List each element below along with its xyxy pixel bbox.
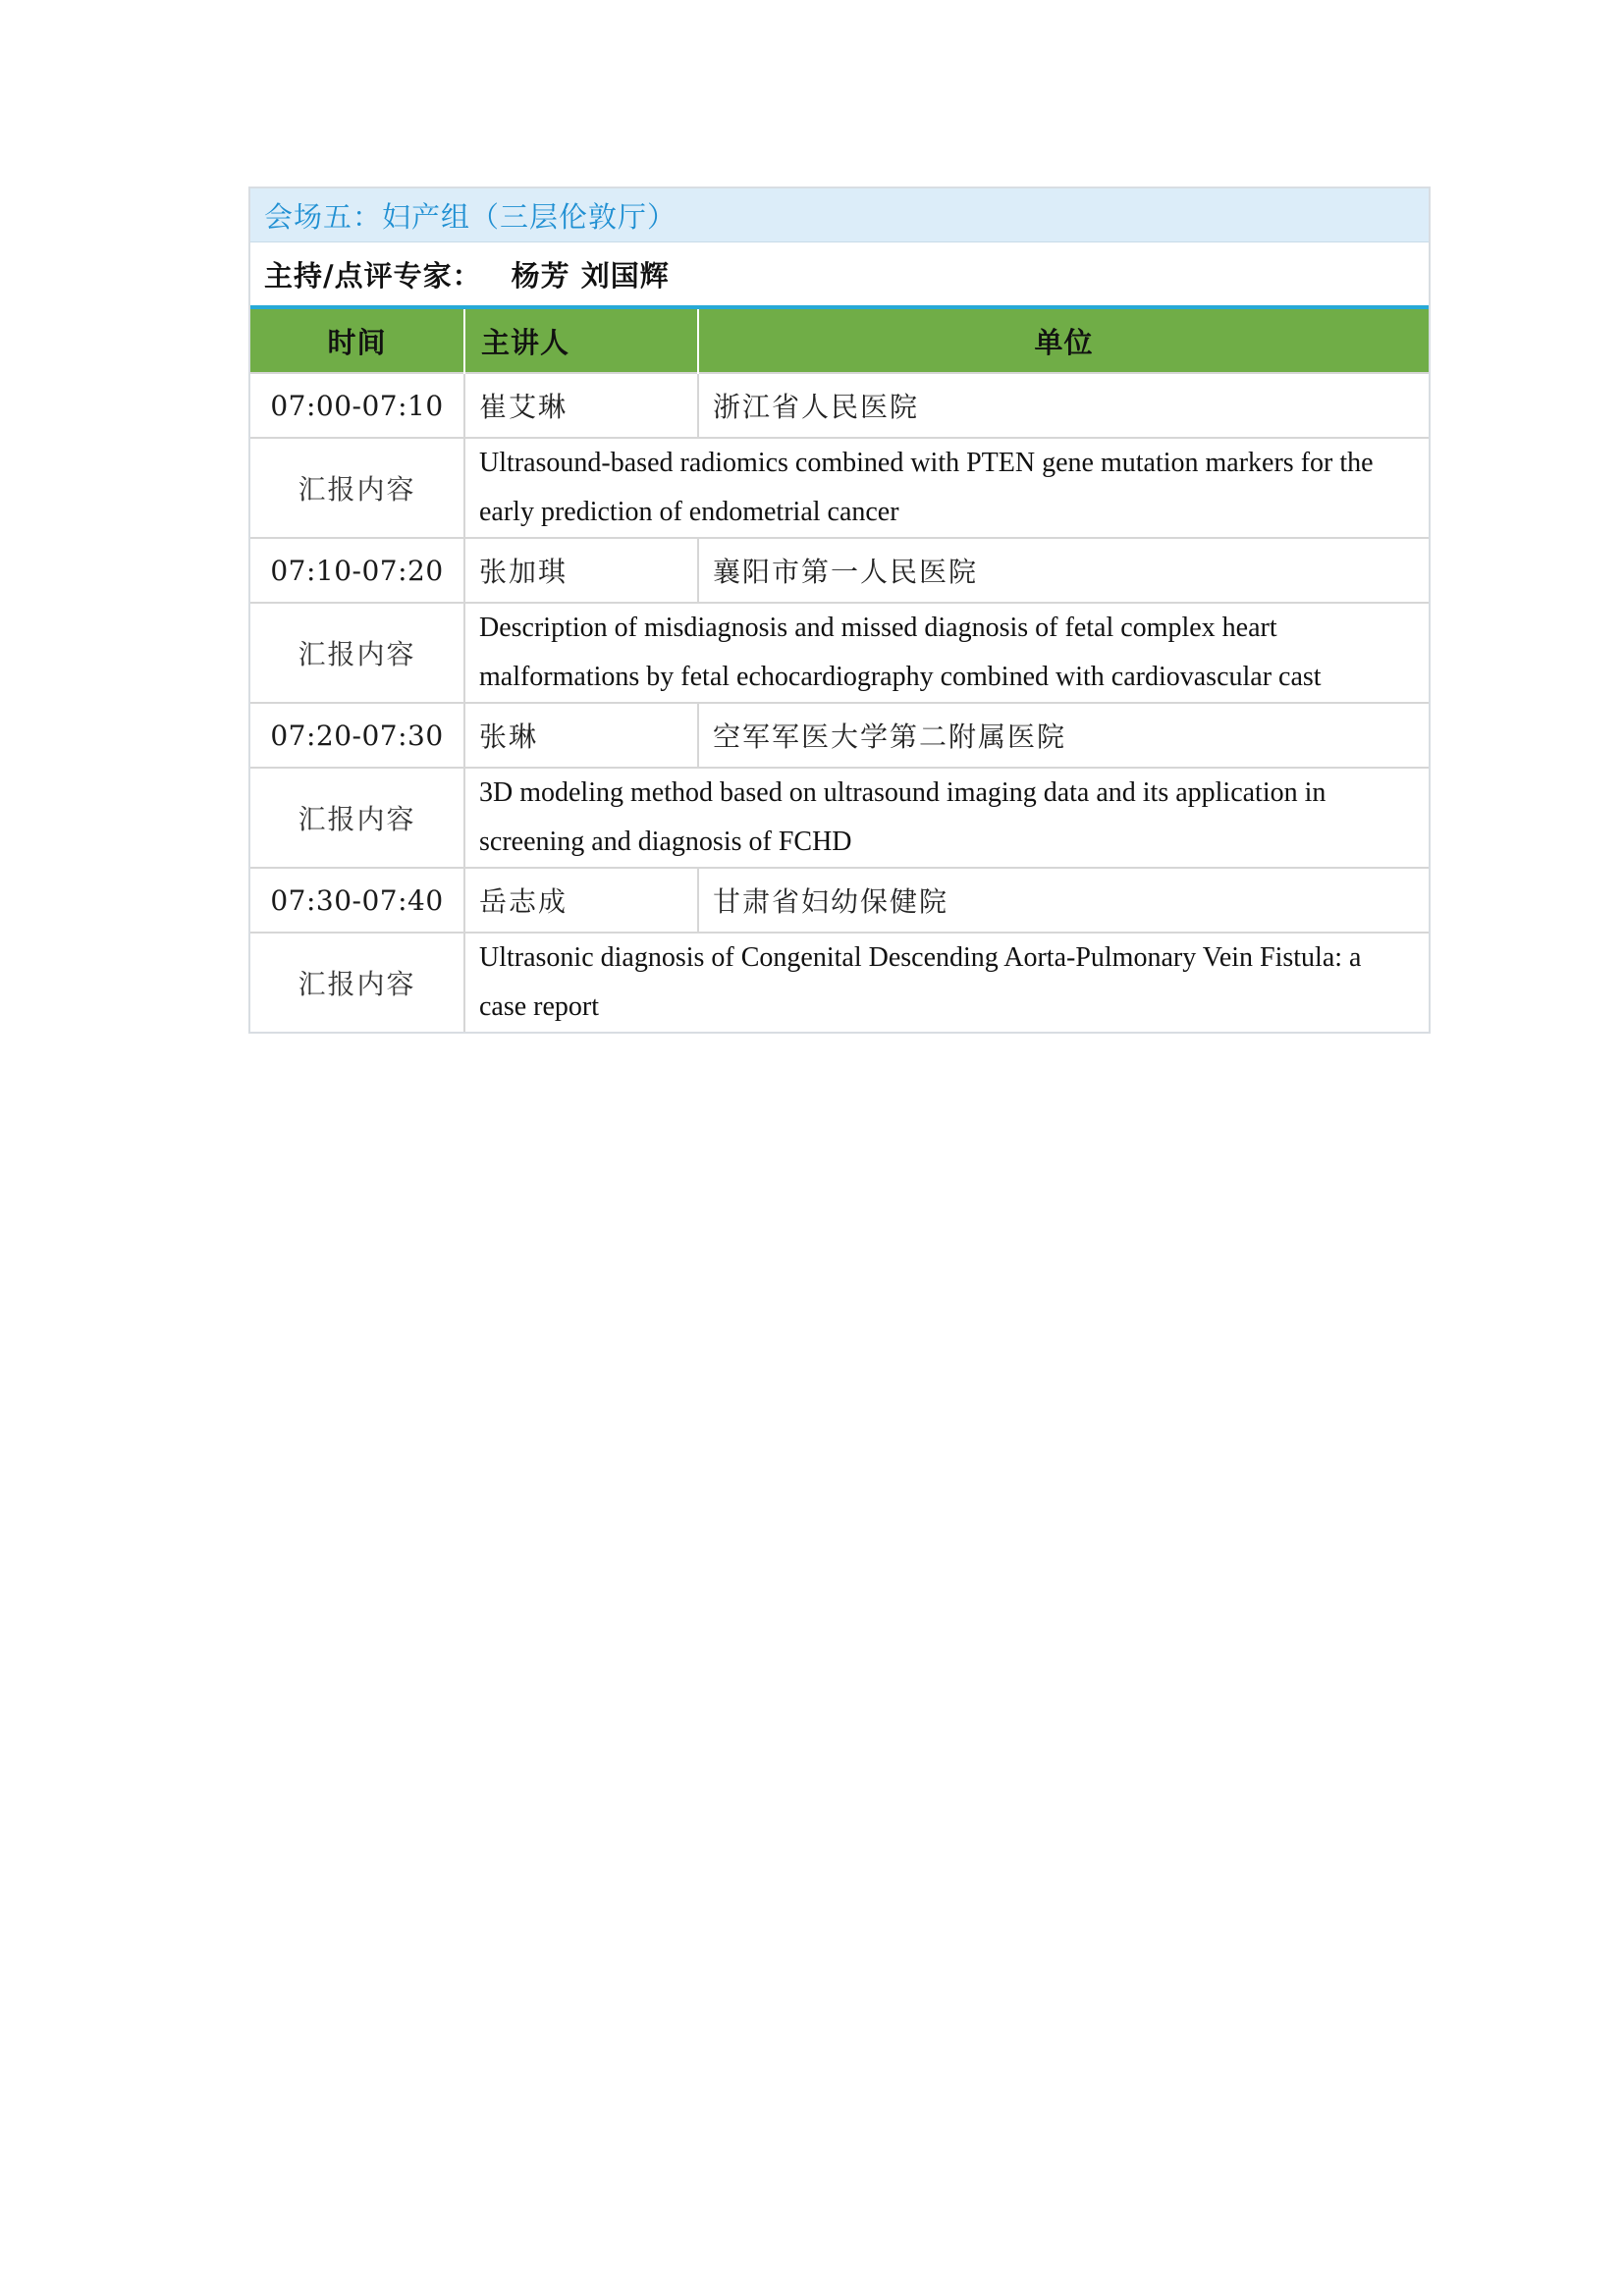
content-row [250,933,1429,1032]
session-row [250,538,1429,603]
content-row [250,603,1429,703]
host-label: 主持/点评专家： [264,258,482,293]
session-unit: 空军军医大学第二附属医院 [698,703,1429,768]
session-row [250,373,1429,438]
content-row [250,438,1429,538]
header-unit: 单位 [698,309,1429,373]
session-speaker: 岳志成 [464,868,698,933]
session-row [250,703,1429,768]
content-text: Ultrasonic diagnosis of Congenital Descending Aorta-Pulmonary Vein Fistula: a case report [464,933,1429,1032]
host-row [250,242,1429,309]
content-text: 3D modeling method based on ultrasound imaging data and its application in screening and diagnosis of FCHD [464,768,1429,868]
content-label: 汇报内容 [250,438,464,538]
content-label: 汇报内容 [250,768,464,868]
session-speaker: 张加琪 [464,538,698,603]
header-time: 时间 [250,309,464,373]
content-label: 汇报内容 [250,933,464,1032]
content-row [250,768,1429,868]
header-row [250,309,1429,373]
session-speaker: 崔艾琳 [464,373,698,438]
content-label: 汇报内容 [250,603,464,703]
session-time: 07:00-07:10 [250,373,464,438]
session-unit: 甘肃省妇幼保健院 [698,868,1429,933]
session-unit: 浙江省人民医院 [698,373,1429,438]
session-unit: 襄阳市第一人民医院 [698,538,1429,603]
content-text: Ultrasound-based radiomics combined with PTEN gene mutation markers for the early prediction of endometrial cancer [464,438,1429,538]
session-row [250,868,1429,933]
session-time: 07:20-07:30 [250,703,464,768]
session-time: 07:30-07:40 [250,868,464,933]
session-speaker: 张琳 [464,703,698,768]
session-grid [250,309,1429,1032]
session-time: 07:10-07:20 [250,538,464,603]
venue-title [250,188,1429,242]
header-speaker: 主讲人 [464,309,698,373]
content-text: Description of misdiagnosis and missed diagnosis of fetal complex heart malformations by fetal echocardiography combined with cardiovascular cast [464,603,1429,703]
schedule-table [248,187,1431,1034]
venue-title-text: 会场五：妇产组（三层伦敦厅） [264,199,677,234]
host-names: 杨芳 刘国辉 [511,258,670,293]
